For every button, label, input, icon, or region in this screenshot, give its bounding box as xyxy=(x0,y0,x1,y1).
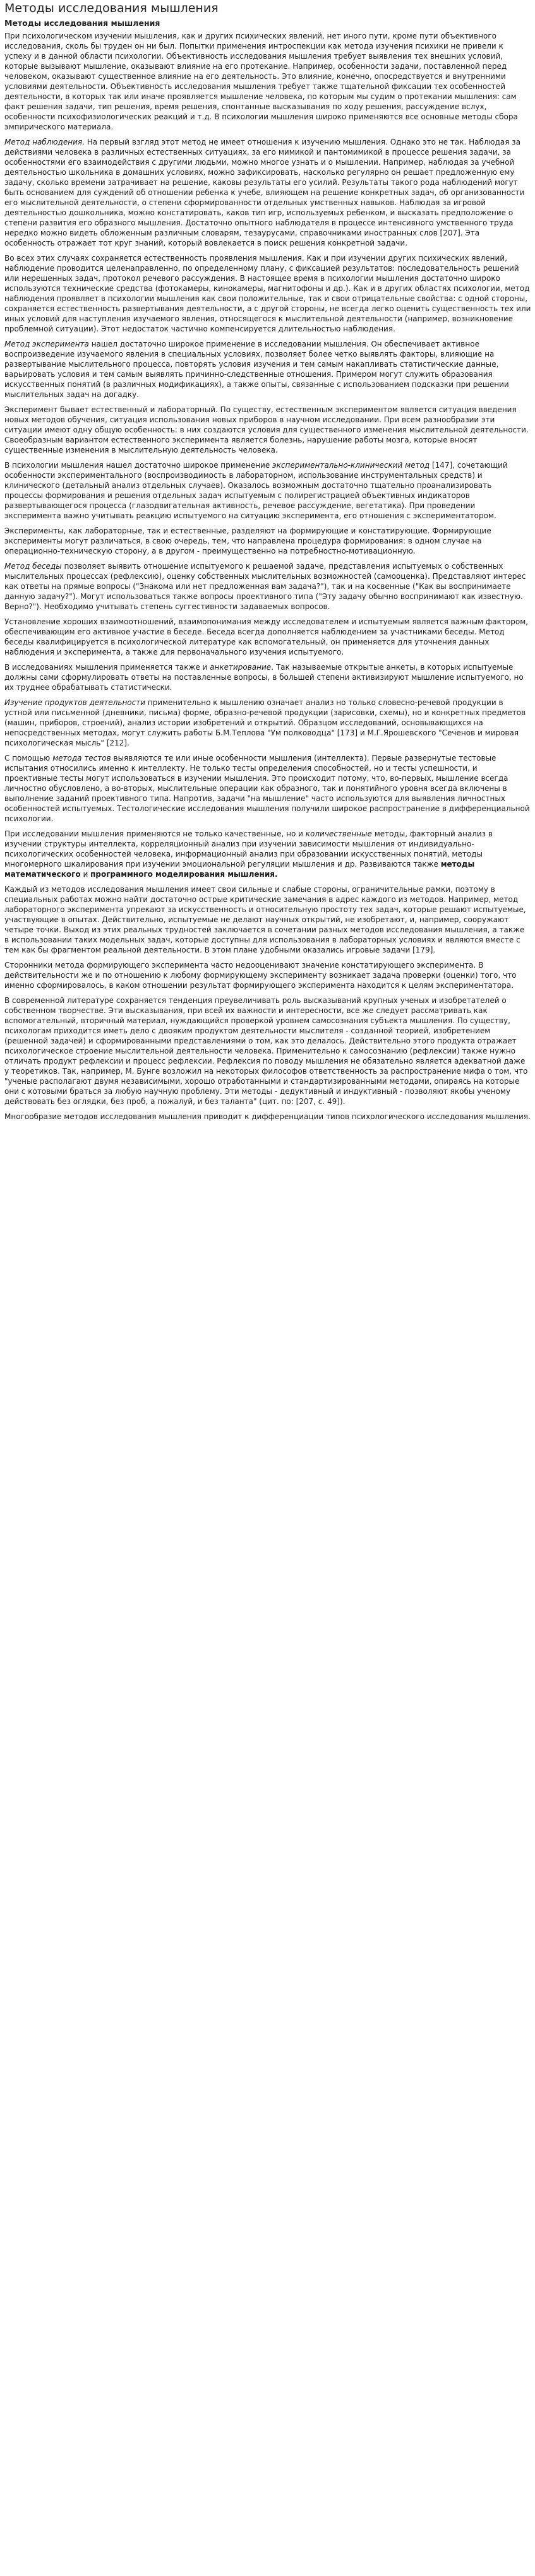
paragraph xyxy=(4,561,531,612)
italic-term: количественные xyxy=(305,829,372,838)
paragraph-text: Сторонники метода формирующего эксперимента часто недооценивают значение констатирующего эксперимента. В действительности же и по отношению к любому формирующему эксперименту возникает задача проверки (оценки) того, что именно сформировалось, в каком отношении результат формирующего эксперимента находится к целям экспериментатора. xyxy=(4,961,517,990)
italic-term: Метод эксперимента xyxy=(4,340,89,348)
paragraph-text: В современной литературе сохраняется тенденция преувеличивать роль высказываний крупных ученых и изобретателей о собственном творчестве. Эти высказывания, при всей их важности и интересности, все же следует рассматривать как вспомогательный, вторичный материал, нуждающийся проверкой уровнем самосознания субъекта мышления. По существу, психологам приходится иметь дело с двояким продуктом деятельности мыслителя - созданной теорией, изобретением (решенной задачей) и сформированными представлениями о том, как это делалось. Действительно этого продукта отражает психологическое строение мыслительной деятельности человека. Применительно к самосознанию (рефлексии) также нужно отличать продукт рефлексии и процесс рефлексии. Рефлексия по поводу мышления не обязательно является адекватной даже у теоретиков. Так, например, М. Бунге возложил на некоторых философов ответственность за распространение мифа о том, что "ученые располагают двумя независимыми, хорошо отработанными и стандартизированными методами, опираясь на которые они с котовыми браться за любую научную проблему. Эти методы - дедуктивный и индуктивный - позволяют якобы ученому действовать без оглядки, без проб, а пожалуй, и без таланта" (цит. по: [207, с. 49]). xyxy=(4,996,528,1106)
paragraph-text: [147], сочетающий особенности экспериментального (воспроизводимость в лабораторном, использование инструментальных средств) и клинического (детальный анализ отдельных случаев). Оказалось возможным достаточно тщательно проанализировать процессы формирования и решения отдельных задач испытуемым с полирегистрацией объективных индикаторов развертывающегося процесса (глазодвигательная активность, речевое рассуждение, вегетатика). При проведении эксперимента важно учитывать реакцию испытуемого на ситуацию эксперимента, его отношения с экспериментатором. xyxy=(4,461,508,520)
paragraph xyxy=(4,697,531,748)
paragraph xyxy=(4,1112,531,1122)
paragraph-text: Эксперимент бывает естественный и лабораторный. По существу, естественным экспериментом является ситуация введения новых методов обучения, ситуация использования новых приборов в научном исследовании. При всем разнообразии эти ситуации имеют одну общую особенность: в них создаются условия для существенного изменения мыслительной деятельности. Своеобразным вариантом естественного эксперимента является болезнь, нарушение работы мозга, которые вносят существенные изменения в мыслительную деятельность человека. xyxy=(4,405,529,454)
paragraph-text: Каждый из методов исследования мышления имеет свои сильные и слабые стороны, ограничительные рамки, поэтому в специальных работах можно найти достаточно острые критические замечания в адрес каждого из методов. Например, метод лабораторного эксперимента упрекают за искусственность и относительную простоту тех задач, которые решают испытуемые, участвующие в опытах. Действительно, испытуемые не делают научных открытий, не изобретают, и, например, сооружают четыре точки. Выход из этих реальных трудностей заключается в сочетании разных методов исследования мышления, а также в использовании таких модельных задач, которые доступны для использования в лабораторных условиях и являются вместе с тем как бы фрагментом реальной деятельности. В этом плане удобными оказались игровые задачи [179]. xyxy=(4,885,526,954)
paragraph xyxy=(4,960,531,990)
paragraph-text: позволяет выявить отношение испытуемого к решаемой задаче, представления испытуемых о собственных мыслительных процессах (рефлексию), оценку собственных мыслительных возможностей (самооценка). Представляют интерес как ответы на прямые вопросы ("Знакома или нет предложенная вам задача?"), так и на косвенные ("Как вы воспринимаете данную задачу?"). Могут использоваться также вопросы проективного типа ("Эту задачу обычно воспринимают как известную. Верно?"). Необходимо учитывать степень суггестивности задаваемых вопросов. xyxy=(4,562,526,611)
section-heading: Методы исследования мышления xyxy=(4,18,160,28)
paragraph-text: и xyxy=(80,870,91,879)
article-body xyxy=(4,31,531,1122)
paragraph xyxy=(4,829,531,879)
paragraph-text: Многообразие методов исследования мышления приводит к дифференциации типов психологического исследования мышления. xyxy=(4,1112,531,1121)
italic-term: метода тестов xyxy=(52,754,111,763)
paragraph-text: . Так называемые открытые анкеты, в которых испытуемые должны сами сформулировать ответы на поставленные вопросы, в большей степени активизируют мышление испытуемого, но их труднее обрабатывать статистически. xyxy=(4,663,524,692)
paragraph-text: При психологическом изучении мышления, как и других психических явлений, нет иного пути, кроме пути объективного исследования, сколь бы труден он ни был. Попытки применения интроспекции как метода изучения психики не привели к успеху и в данной области психологии. Объективность исследования мышления требует выявления тех внешних условий, которые вызывают мышление, оказывают влияние на его протекание. Например, особенности задачи, поставленной перед человеком, оказывают существенное влияние на его деятельность. Это влияние, конечно, опосредствуется и внутренними условиями деятельности. Объективность исследования мышления требует также тщательной фиксации тех особенностей деятельности, в которых так или иначе проявляется мышление человека, по которым мы судим о протекании мышления: сам факт решения задачи, тип решения, время решения, спонтанные высказывания по ходу решения, рассуждение вслух, особенности психофизиологических реакций и т.д. В психологии мышления широко применяются все основные методы сбора эмпирического материала. xyxy=(4,32,518,131)
paragraph xyxy=(4,339,531,400)
italic-term: экспериментально-клинический метод xyxy=(272,461,430,470)
paragraph-text: выявляются те или иные особенности мышления (интеллекта). Первые развернутые тестовые испытания относились именно к интеллекту. Не только тесты определения способностей, но и тесты успешности, и проективные тесты могут использоваться в изучении мышления. Это происходит потому, что, во-первых, мышление всегда личностно обусловлено, а во-вторых, мыслительные операции как образного, так и понятийного уровня всегда включены в выполнение заданий проективного типа. Напротив, задачи "на мышление" часто используются для выявления личностных особенностей испытуемых. Тестологические исследования мышления получили широкое распространение в дифференциальной психологии. xyxy=(4,754,530,823)
paragraph-text: При исследовании мышления применяются не только качественные, но и xyxy=(4,829,306,838)
paragraph-text: применительно к мышлению означает анализ но только словесно-речевой продукции в устной или письменной (дневники, письма) форме, образно-речевой продукции (зарисовки, схемы), но и конкретных предметов (машин, приборов, строений), анализ истории изобретений и открытий. Образцом исследований, основывающихся на непосредственных методах, могут служить работы Б.М.Теплова "Ум полководца" [173] и М.Г.Ярошевского "Сеченов и мировая психологическая мысль" [212]. xyxy=(4,698,526,747)
italic-term: Метод наблюдения xyxy=(4,138,83,146)
paragraph-text: В психологии мышления нашел достаточно широкое применение xyxy=(4,461,273,470)
paragraph-text: Установление хороших взаимоотношений, взаимопонимания между исследователем и испытуемым является важным фактором, обеспечивающим его активное участие в беседе. Беседа всегда дополняется наблюдением за участниками беседы. Метод беседы квалифицируется в психологической литературе как вспомогательный, он применяется для уточнения данных наблюдения и эксперимента, а также для первоначального изучения испытуемого. xyxy=(4,617,529,656)
paragraph xyxy=(4,253,531,334)
paragraph-text: С помощью xyxy=(4,754,53,763)
paragraph-text: Во всех этих случаях сохраняется естественность проявления мышления. Как и при изучении других психических явлений, наблюдение проводится целенаправленно, по определенному плану, с фиксацией результатов: последовательность решений или нерешенных задач, протокол речевого рассуждения. В настоящее время в психологии мышления достаточно широко используются технические средства (фотокамеры, кинокамеры, магнитофоны и др.). Как и в других областях психологии, метод наблюдения проявляет в психологии мышления как свои положительные, так и свои отрицательные свойства: с одной стороны, сохраняется естественность развертывания деятельности, а с другой стороны, не всегда легко оценить существенность тех или иных условий для наступления изучаемого явления, относящегося к мыслительной деятельности (например, возникновение проблемной ситуации). Этот недостаток частично компенсируется длительностью наблюдения. xyxy=(4,254,531,333)
paragraph-text: методы, факторный анализ в изучении структуры интеллекта, корреляционный анализ при изучении зависимости мышления от индивидуально-психологических особенностей человека, информационный анализ при образовании искусственных понятий, методы многомерного шкалирования при изучении эмоциональной регуляции мышления и др. Развиваются также xyxy=(4,829,493,869)
page-title: Методы исследования мышления xyxy=(4,1,219,15)
paragraph xyxy=(4,662,531,692)
paragraph xyxy=(4,405,531,455)
paragraph-text: . На первый взгляд этот метод не имеет отношения к изучению мышления. Однако это не так. Наблюдая за действиями человека в различных естественных ситуациях, за его мимикой и пантомимикой в процессе решения задачи, за особенностями его взаимодействия с другими людьми, можно многое узнать и о мышлении. Например, наблюдая за учебной деятельностью школьника в домашних условиях, можно зафиксировать, насколько регулярно он решает предложенную ему задачу, сколько времени затрачивает на решение, каковы результаты его усилий. Результаты такого рода наблюдений могут быть основанием для суждений об отношении ребенка к учебе, влияющем на решение конкретных задач, об организованности его мыслительной деятельности, о степени сформированности отдельных умственных навыков. Наблюдая за игровой деятельностью дошкольника, можно констатировать, каков тип игр, используемых ребенком, и высказать предположение о степени развития его образного мышления. Достаточно опытного наблюдателя в процессе интенсивного умственного труда нередко можно видеть обложенным различным словарям, тезаурусами, справочниками иностранных слов [207]. Эта особенность отражает тот круг знаний, который вовлекается в поиск решения конкретной задачи. xyxy=(4,138,525,247)
paragraph-text: нашел достаточно широкое применение в исследовании мышления. Он обеспечивает активное воспроизведение изучаемого явления в специальных условиях, позволяет более четко выявлять факторы, влияющие на развертывание мыслительного процесса, повторять условия изучения и тем самым накапливать статистические данные, варьировать условия и тем самым выявлять причинно-следственные отношения. Примером могут служить образования искусственных понятий (в различных модификациях), а также опыты, связанные с использованием подсказки при решении мыслительных задач на догадку. xyxy=(4,340,509,399)
italic-term: анкетирование xyxy=(210,663,272,672)
paragraph-text: В исследованиях мышления применяется также и xyxy=(4,663,210,672)
bold-term: методы математического xyxy=(4,860,475,879)
italic-term: Изучение продуктов деятельности xyxy=(4,698,146,707)
paragraph xyxy=(4,884,531,955)
paragraph xyxy=(4,31,531,132)
italic-term: Метод беседы xyxy=(4,562,62,571)
paragraph xyxy=(4,526,531,556)
bold-term: программного моделирования мышления. xyxy=(90,870,278,879)
paragraph xyxy=(4,460,531,521)
paragraph xyxy=(4,137,531,248)
paragraph xyxy=(4,617,531,657)
paragraph xyxy=(4,995,531,1107)
paragraph xyxy=(4,753,531,824)
paragraph-text: Эксперименты, как лабораторные, так и естественные, разделяют на формирующие и констатирующие. Формирующие эксперименты могут различаться, в свою очередь, тем, что направлена процедура формирования: в одном случае на операционно-техническую сторону, а в другом - преимущественно на потребностно-мотивационную. xyxy=(4,526,491,555)
